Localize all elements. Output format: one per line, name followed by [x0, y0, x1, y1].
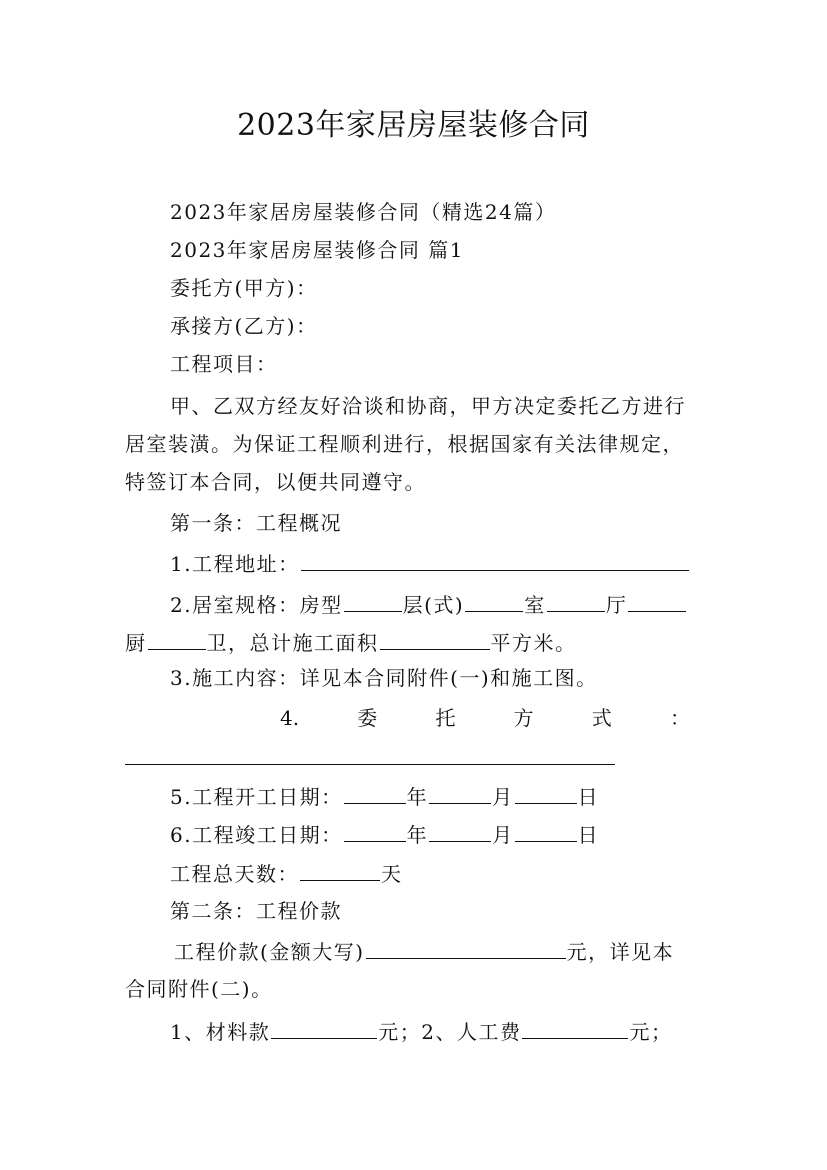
item-2-room-label: 室 [524, 593, 546, 617]
start-day-blank [515, 783, 577, 804]
total-days-label: 工程总天数： [170, 862, 299, 886]
price-amount-blank [366, 938, 566, 959]
item-4-char: 委 [357, 706, 378, 730]
item-5-start-date [170, 783, 715, 809]
item-2-area-label: 卫，总计施工面积 [206, 631, 379, 655]
item-2-hall-label: 厅 [605, 593, 628, 617]
month-label: 月 [492, 823, 514, 847]
labor-fee-blank [522, 1018, 628, 1039]
party-b-line: 承接方(乙方)： [170, 314, 318, 338]
subtitle: 2023年家居房屋装修合同（精选24篇） [170, 200, 557, 224]
item-3-content: 3.施工内容：详见本合同附件(一)和施工图。 [170, 666, 598, 690]
document-title: 2023年家居房屋装修合同 [237, 108, 590, 143]
end-month-blank [429, 821, 491, 842]
intro-paragraph-line-1: 甲、乙双方经友好洽谈和协商，甲方决定委托乙方进行 [170, 394, 686, 418]
end-year-blank [344, 821, 406, 842]
start-month-blank [429, 783, 491, 804]
price-line [174, 938, 719, 964]
item-2-label: 2.居室规格：房型 [170, 593, 343, 617]
hall-blank [547, 591, 605, 612]
intro-paragraph-line-3: 特签订本合同，以便共同遵守。 [125, 470, 426, 494]
total-days-line [170, 860, 715, 886]
party-a-line: 委托方(甲方)： [170, 276, 318, 300]
item-4-method [280, 706, 690, 730]
labor-fee-unit: 元； [629, 1020, 673, 1044]
item-1-label: 1.工程地址： [170, 552, 300, 576]
item-2-floor-label: 层(式) [402, 593, 465, 617]
item-1-address [170, 550, 715, 576]
item-6-end-date [170, 821, 715, 847]
intro-paragraph-line-2: 居室装潢。为保证工程顺利进行，根据国家有关法律规定， [125, 432, 684, 456]
item-4-char: 托 [435, 706, 456, 730]
day-label: 日 [577, 823, 600, 847]
end-day-blank [515, 821, 577, 842]
labor-fee-label: 元；2、人工费 [378, 1020, 522, 1044]
area-blank [380, 629, 490, 650]
method-blank [125, 764, 615, 765]
item-4-char: 式 [591, 706, 612, 730]
item-4-char: 4. [280, 706, 300, 730]
floor-blank [344, 591, 402, 612]
kitchen-blank [628, 591, 686, 612]
price-suffix: 元，详见本 [566, 940, 675, 964]
item-6-label: 6.工程竣工日期： [170, 823, 343, 847]
address-blank [301, 550, 689, 571]
material-fee-blank [271, 1018, 377, 1039]
month-label: 月 [492, 785, 514, 809]
item-5-label: 5.工程开工日期： [170, 785, 343, 809]
item-2-unit: 平方米。 [490, 631, 577, 655]
room-blank [465, 591, 523, 612]
part-heading: 2023年家居房屋装修合同 篇1 [170, 238, 464, 262]
year-label: 年 [406, 785, 429, 809]
price-line-cont: 合同附件(二)。 [125, 977, 273, 1001]
item-2-spec [170, 591, 715, 617]
item-4-char: 方 [513, 706, 534, 730]
fees-line [170, 1018, 715, 1044]
item-2-spec-cont [125, 629, 715, 655]
start-year-blank [344, 783, 406, 804]
year-label: 年 [406, 823, 429, 847]
item-4-char: ： [669, 706, 690, 730]
total-days-unit: 天 [381, 862, 403, 886]
bath-blank [148, 629, 206, 650]
article-2-heading: 第二条：工程价款 [170, 899, 342, 923]
item-2-kitchen-label: 厨 [125, 631, 147, 655]
material-fee-label: 1、材料款 [170, 1020, 271, 1044]
project-line: 工程项目： [170, 352, 278, 376]
total-days-blank [300, 860, 380, 881]
day-label: 日 [577, 785, 600, 809]
article-1-heading: 第一条：工程概况 [170, 511, 342, 535]
price-label: 工程价款(金额大写) [174, 940, 365, 964]
